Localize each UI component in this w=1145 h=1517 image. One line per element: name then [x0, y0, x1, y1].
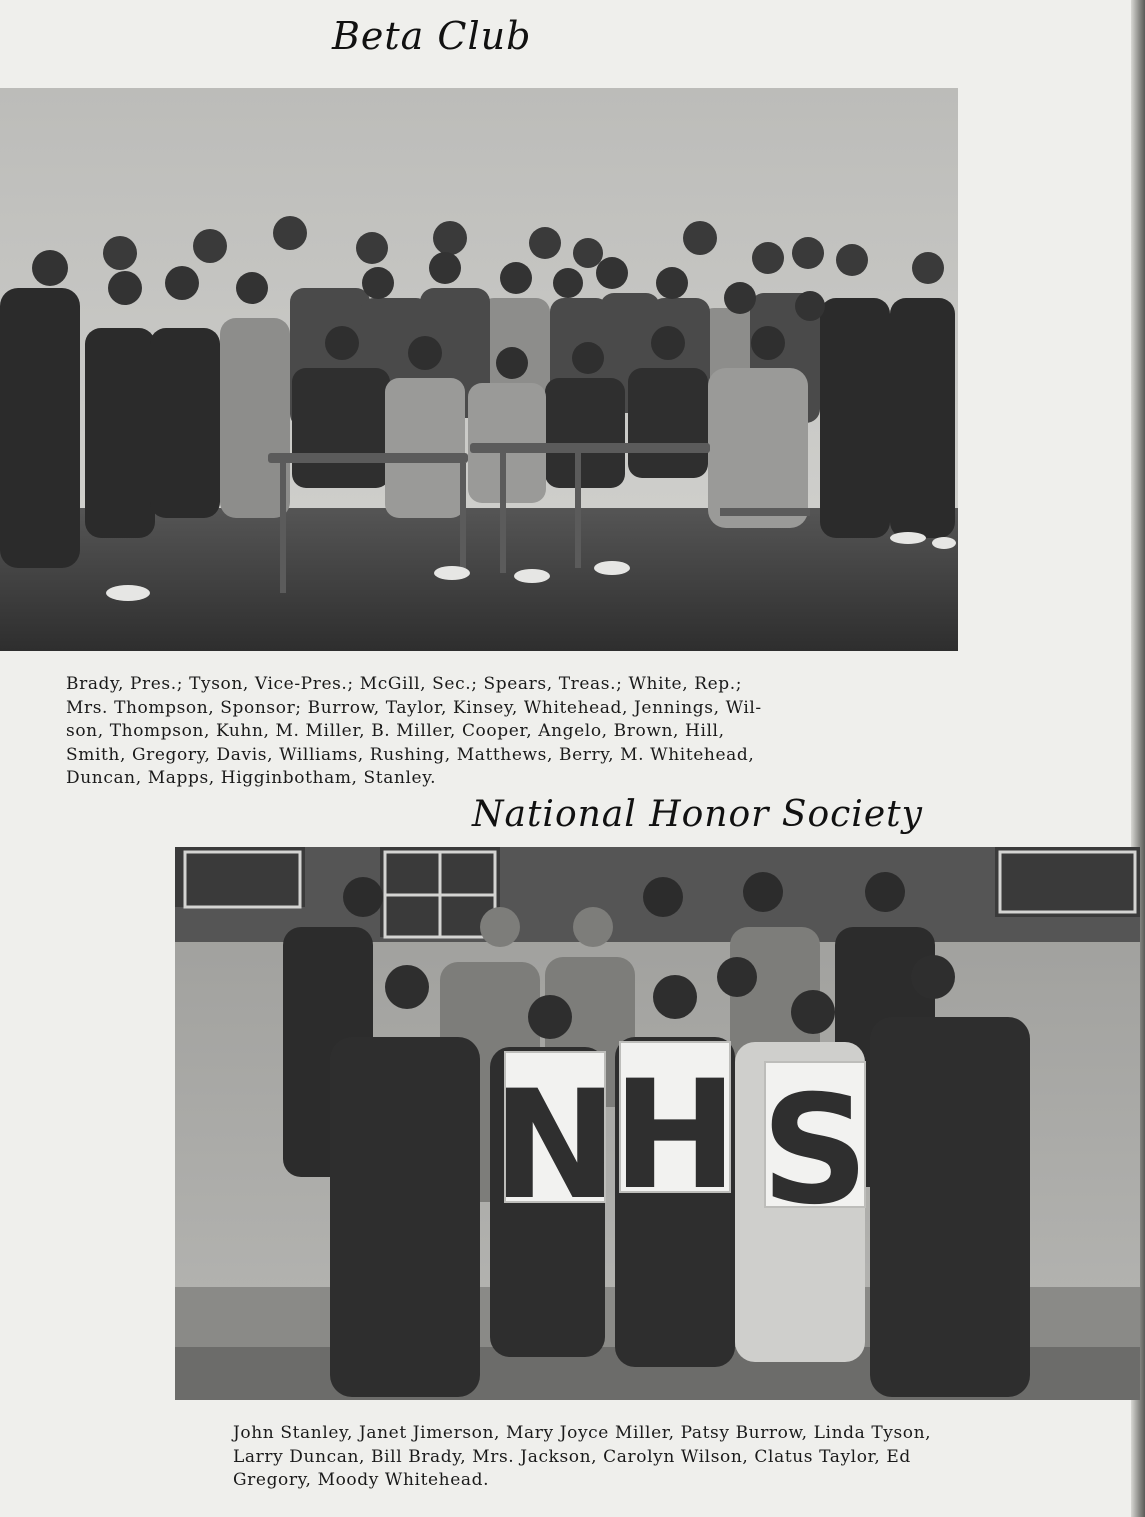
nhs-sign-letter-h: H [612, 1049, 738, 1223]
beta-caption-line: Brady, Pres.; Tyson, Vice-Pres.; McGill, Sec.; Spears, Treas.; White, Rep.; [66, 674, 743, 694]
national-honor-society-caption [233, 1422, 931, 1493]
nhs-photo-drawing [175, 847, 1140, 1400]
nhs-sign-letter-s: S [760, 1064, 870, 1238]
nhs-caption-line: Gregory, Moody Whitehead. [233, 1470, 490, 1490]
beta-club-photo-drawing [0, 88, 958, 651]
nhs-sign-letter-n: N [492, 1059, 618, 1233]
nhs-caption-line: Larry Duncan, Bill Brady, Mrs. Jackson, Carolyn Wilson, Clatus Taylor, Ed [233, 1446, 911, 1467]
national-honor-society-group-photo [175, 847, 1140, 1400]
beta-club-caption [66, 673, 762, 791]
nhs-caption-line: John Stanley, Janet Jimerson, Mary Joyce Miller, Patsy Burrow, Linda Tyson, [233, 1423, 932, 1443]
beta-club-group-photo [0, 88, 958, 651]
beta-caption-line: Duncan, Mapps, Higginbotham, Stanley. [66, 768, 437, 788]
beta-caption-line: son, Thompson, Kuhn, M. Miller, B. Miller, Cooper, Angelo, Brown, Hill, [66, 721, 725, 741]
national-honor-society-title: National Honor Society [472, 794, 923, 835]
beta-caption-line: Smith, Gregory, Davis, Williams, Rushing, Matthews, Berry, M. Whitehead, [66, 744, 755, 765]
beta-club-title: Beta Club [332, 14, 532, 58]
beta-caption-line: Mrs. Thompson, Sponsor; Burrow, Taylor, Kinsey, Whitehead, Jennings, Wil- [66, 697, 762, 718]
